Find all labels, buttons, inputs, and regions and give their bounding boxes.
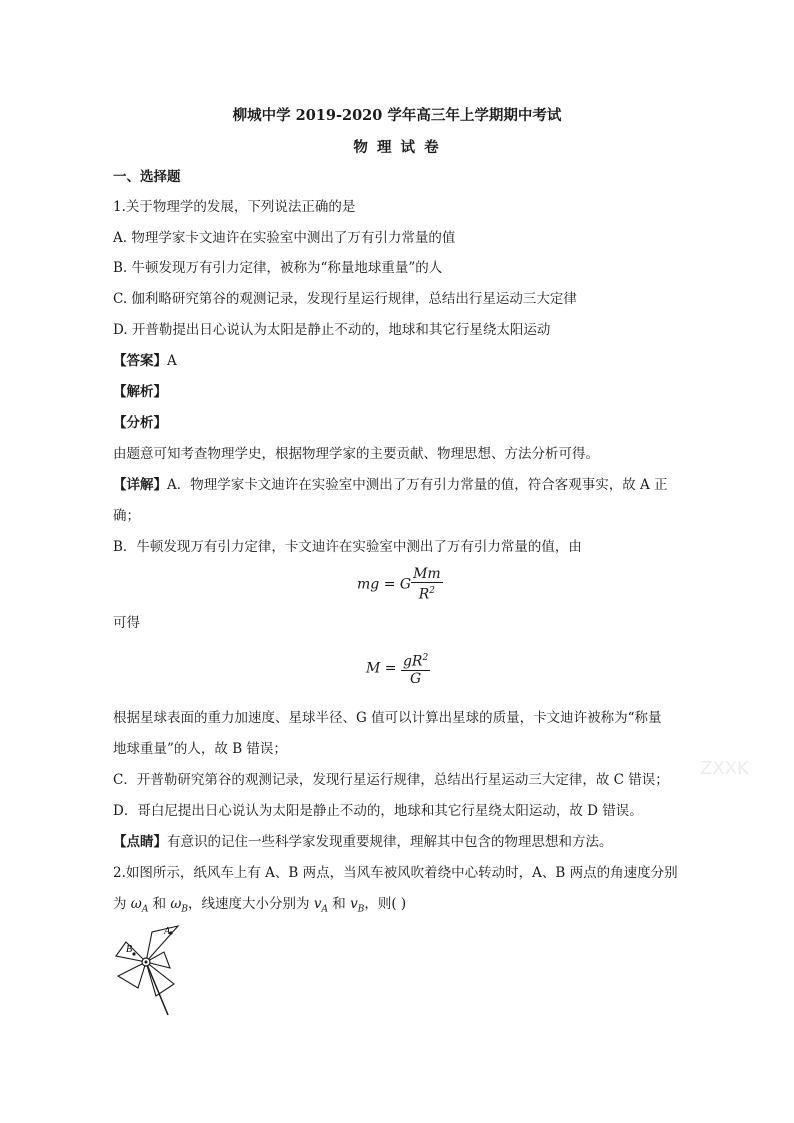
- q1-option-a: A. 物理学家卡文迪许在实验室中测出了万有引力常量的值: [113, 230, 456, 246]
- eq1-fraction: [411, 566, 443, 603]
- omega-b-symbol: ω: [170, 896, 182, 912]
- q2-line2: [113, 895, 406, 919]
- equation-mass: [366, 650, 430, 687]
- eq1-den-exp: 2: [429, 586, 436, 596]
- q2-text-a: 为: [113, 896, 131, 912]
- omega-a-sub: A: [141, 904, 149, 915]
- q1-option-d: D. 开普勒提出日心说认为太阳是静止不动的，地球和其它行星绕太阳运动: [113, 322, 551, 338]
- v-b-symbol: v: [350, 896, 358, 912]
- omega-b-sub: B: [181, 904, 189, 915]
- omega-b: [170, 896, 189, 915]
- q2-and1: 和: [148, 896, 171, 912]
- equation-gravity: [357, 566, 443, 603]
- dianjing-text: 有意识的记住一些科学家发现重要规律，理解其中包含的物理思想和方法。: [167, 834, 613, 850]
- q1-option-c: C. 伽利略研究第谷的观测记录，发现行星运行规律，总结出行星运动三大定律: [113, 291, 577, 307]
- detail-a-line1: [113, 476, 668, 494]
- detail-d: D．哥白尼提出日心说认为太阳是静止不动的，地球和其它行星绕太阳运动，故 D 错误。: [113, 803, 643, 819]
- q2-and2: 和: [327, 896, 351, 912]
- point-b-label: B: [126, 944, 133, 955]
- fenxi-tag: 【分析】: [113, 415, 167, 431]
- eq1-numerator: Mm: [413, 566, 441, 582]
- eq2-num-base: gR: [402, 653, 423, 670]
- exam-title: 柳城中学 2019-2020 学年高三年上学期期中考试: [232, 107, 562, 124]
- v-a-sub: A: [321, 904, 328, 915]
- q2-line1: 2.如图所示，纸风车上有 A、B 两点，当风车被风吹着绕中心转动时，A、B 两点的角速度分别: [113, 865, 678, 881]
- v-a-symbol: v: [313, 896, 322, 912]
- pinwheel-blade-1: [146, 926, 178, 962]
- eq2-numerator: [401, 650, 430, 671]
- q1-answer: [113, 352, 177, 370]
- pinwheel-hub-center: [145, 961, 148, 964]
- analysis-tag: 【解析】: [113, 384, 167, 400]
- dianjing-tag: 【点睛】: [113, 834, 167, 850]
- eq1-den-base: R: [418, 586, 430, 603]
- fenxi-text: 由题意可知考查物理学史，根据物理学家的主要贡献、物理思想、方法分析可得。: [113, 446, 599, 462]
- answer-value: A: [167, 353, 177, 369]
- q2-text-b: ，线速度大小分别为: [188, 896, 314, 912]
- detail-b-line3: 地球重量”的人，故 B 错误；: [113, 741, 287, 757]
- exam-subtitle: 物 理 试 卷: [353, 139, 441, 156]
- pinwheel-blade-3: [118, 962, 146, 988]
- eq2-denominator: G: [410, 670, 422, 687]
- omega-a: [130, 896, 149, 915]
- answer-tag: 【答案】: [113, 353, 167, 369]
- v-a: [313, 896, 328, 915]
- detail-a-line2: 确；: [113, 508, 140, 524]
- v-b: [350, 896, 365, 915]
- section-heading: 一、选择题: [113, 169, 181, 185]
- point-b-marker: [132, 952, 135, 955]
- detail-b-line2: 根据星球表面的重力加速度、星球半径、G 值可以计算出星球的质量，卡文迪许被称为“称量: [113, 710, 662, 726]
- detail-b-line1: B．牛顿发现万有引力定律，卡文迪许在实验室中测出了万有引力常量的值，由: [113, 539, 582, 555]
- eq1-lhs: mg = G: [357, 576, 412, 593]
- detail-tag: 【详解】: [113, 477, 167, 493]
- eq2-lhs: M =: [366, 660, 401, 677]
- omega-a-symbol: ω: [130, 896, 142, 912]
- pinwheel-figure: [108, 922, 188, 1018]
- v-b-sub: B: [357, 904, 365, 915]
- q1-stem: 1.关于物理学的发展，下列说法正确的是: [113, 199, 356, 215]
- eq1-denominator: [411, 583, 443, 603]
- watermark: ZXXK: [700, 758, 749, 779]
- detail-a-text: A．物理学家卡文迪许在实验室中测出了万有引力常量的值，符合客观事实，故 A 正: [167, 477, 668, 493]
- point-a-label: A: [164, 926, 171, 937]
- q2-text-c: ，则( ): [364, 896, 407, 912]
- detail-c: C．开普勒研究第谷的观测记录，发现行星运行规律，总结出行星运动三大定律，故 C 错误；: [113, 772, 669, 788]
- dianjing: [113, 833, 613, 851]
- keyi-text: 可得: [113, 615, 140, 631]
- eq2-num-exp: 2: [422, 653, 429, 663]
- q1-option-b: B. 牛顿发现万有引力定律，被称为“称量地球重量”的人: [113, 260, 443, 276]
- eq2-fraction: [401, 650, 430, 687]
